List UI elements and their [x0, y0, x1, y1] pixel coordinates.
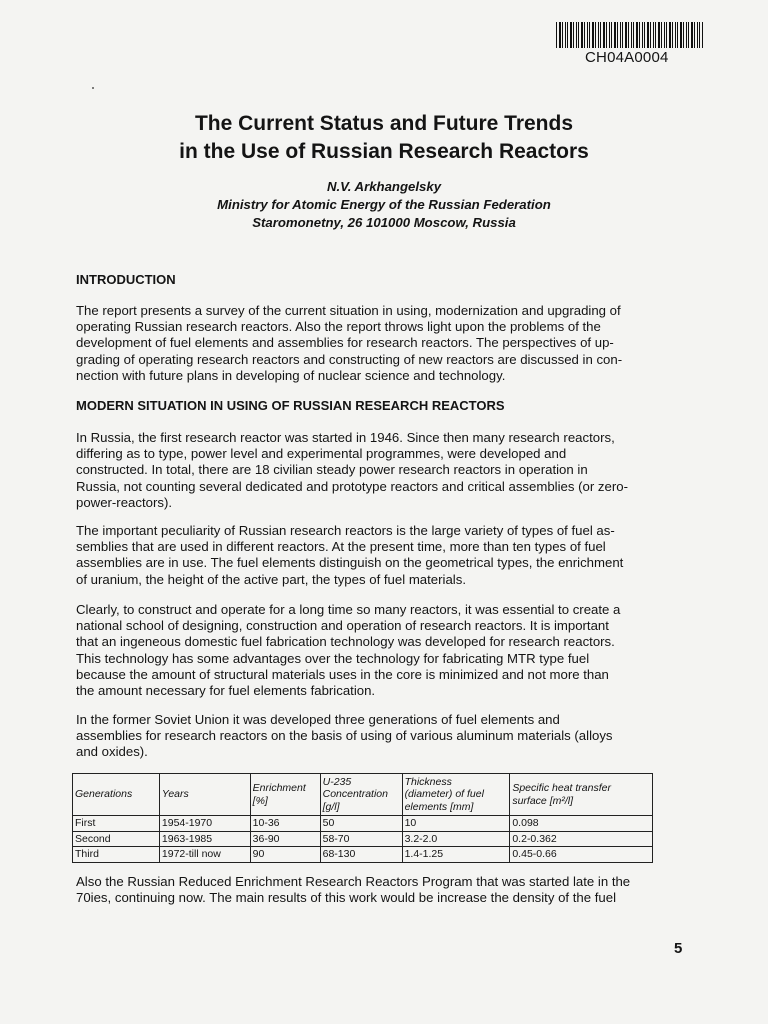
header-heat-transfer-surface — [510, 774, 653, 816]
cell-thickness: 10 — [402, 816, 510, 832]
header-u235-concentration — [320, 774, 402, 816]
text-line: power-reactors). — [76, 494, 173, 510]
paragraph-1 — [76, 303, 688, 384]
text-line: Also the Russian Reduced Enrichment Research Reactors Program that was started late in the — [76, 874, 631, 889]
text-line: of uranium, the height of the active part, the types of fuel materials. — [76, 571, 466, 587]
barcode — [556, 22, 703, 48]
table-row — [73, 847, 653, 863]
cell-years: 1963-1985 — [159, 831, 250, 847]
text-line: differing as to type, power level and experimental programmes, were developed and — [76, 446, 567, 462]
cell-generation: Second — [73, 831, 160, 847]
text-line: and oxides). — [76, 744, 148, 760]
text-line: nection with future plans in developing of nuclear science and technology. — [76, 367, 506, 383]
cell-generation: First — [73, 816, 160, 832]
header-text: (diameter) of fuel — [404, 788, 484, 801]
text-line: constructed. In total, there are 18 civilian steady power research reactors in operation in — [76, 462, 588, 478]
header-years: Years — [159, 774, 250, 816]
text-line: national school of designing, construction and operation of research reactors. It is important — [76, 618, 609, 634]
header-text: elements [mm] — [404, 800, 474, 813]
title-line-2: in the Use of Russian Research Reactors — [179, 140, 589, 163]
paragraph-3 — [76, 523, 688, 588]
table-row — [73, 816, 653, 832]
paragraph-4 — [76, 602, 688, 699]
cell-thickness: 1.4-1.25 — [402, 847, 510, 863]
header-enrichment — [250, 774, 320, 816]
text-line: The report presents a survey of the current situation in using, modernization and upgrading of — [76, 303, 621, 318]
header-text: Specific heat transfer — [512, 782, 611, 794]
text-line: operating Russian research reactors. Also the report throws light upon the problems of the — [76, 319, 601, 335]
text-line: because the amount of structural materials uses in the core is minimized and not more than — [76, 666, 609, 682]
table-header-row — [73, 774, 653, 816]
header-generations: Generations — [73, 774, 160, 816]
header-text: Thickness — [404, 775, 452, 788]
cell-enrichment: 36-90 — [250, 831, 320, 847]
cell-heat: 0.2-0.362 — [510, 831, 653, 847]
text-line: 70ies, continuing now. The main results of this work would be increase the density of the fuel — [76, 890, 617, 906]
section-heading-introduction: INTRODUCTION — [76, 272, 176, 287]
cell-u235: 50 — [320, 816, 402, 832]
text-line: grading of operating research reactors and constructing of new reactors are discussed in con- — [76, 351, 623, 367]
author-name: N.V. Arkhangelsky — [326, 179, 442, 194]
title-line-1: The Current Status and Future Trends — [194, 112, 574, 135]
page-number: 5 — [674, 940, 683, 957]
scan-speck — [92, 87, 94, 89]
text-line: The important peculiarity of Russian research reactors is the large variety of types of fuel as- — [76, 523, 615, 538]
table-row — [73, 831, 653, 847]
cell-heat: 0.45-0.66 — [510, 847, 653, 863]
cell-u235: 68-130 — [320, 847, 402, 863]
text-line: assemblies for research reactors on the basis of using of various aluminum materials (alloys — [76, 728, 613, 744]
cell-enrichment: 90 — [250, 847, 320, 863]
cell-enrichment: 10-36 — [250, 816, 320, 832]
text-line: Russia, not counting several dedicated and prototype reactors and critical assemblies (or zero- — [76, 478, 628, 494]
section-heading-modern-situation: MODERN SITUATION IN USING OF RUSSIAN RESEARCH REACTORS — [76, 398, 505, 413]
text-line: In Russia, the first research reactor was started in 1946. Since then many research reactors, — [76, 430, 615, 445]
cell-thickness: 3.2-2.0 — [402, 831, 510, 847]
header-thickness — [402, 774, 510, 816]
paragraph-5 — [76, 712, 688, 761]
document-code: CH04A0004 — [585, 49, 669, 66]
cell-u235: 58-70 — [320, 831, 402, 847]
fuel-generations-table — [72, 773, 653, 863]
cell-generation: Third — [73, 847, 160, 863]
cell-years: 1954-1970 — [159, 816, 250, 832]
header-text: Concentration — [322, 788, 388, 801]
text-line: In the former Soviet Union it was developed three generations of fuel elements and — [76, 712, 560, 727]
text-line: that an ingeneous domestic fuel fabrication technology was developed for research reactors. — [76, 634, 615, 650]
text-line: development of fuel elements and assemblies for research reactors. The perspectives of up- — [76, 335, 614, 351]
author-block — [0, 178, 768, 232]
paragraph-2 — [76, 430, 688, 511]
paragraph-6 — [76, 874, 688, 906]
paper-title — [0, 110, 768, 166]
author-address: Staromonetny, 26 101000 Moscow, Russia — [252, 215, 516, 230]
text-line: This technology has some advantages over the technology for fabricating MTR type fuel — [76, 650, 590, 666]
header-text: U-235 — [322, 775, 352, 788]
text-line: semblies that are used in different reactors. At the present time, more than ten types of fuel — [76, 539, 606, 555]
header-text: surface [m²/l] — [512, 794, 574, 807]
cell-years: 1972-till now — [159, 847, 250, 863]
header-text: [%] — [252, 794, 268, 807]
cell-heat: 0.098 — [510, 816, 653, 832]
text-line: Clearly, to construct and operate for a long time so many reactors, it was essential to create a — [76, 602, 621, 617]
header-text: [g/l] — [322, 800, 340, 813]
header-text: Enrichment — [252, 782, 306, 794]
text-line: the amount necessary for fuel elements fabrication. — [76, 683, 376, 699]
author-affiliation: Ministry for Atomic Energy of the Russian Federation — [217, 197, 551, 212]
text-line: assemblies are in use. The fuel elements distinguish on the geometrical types, the enrichment — [76, 555, 624, 571]
